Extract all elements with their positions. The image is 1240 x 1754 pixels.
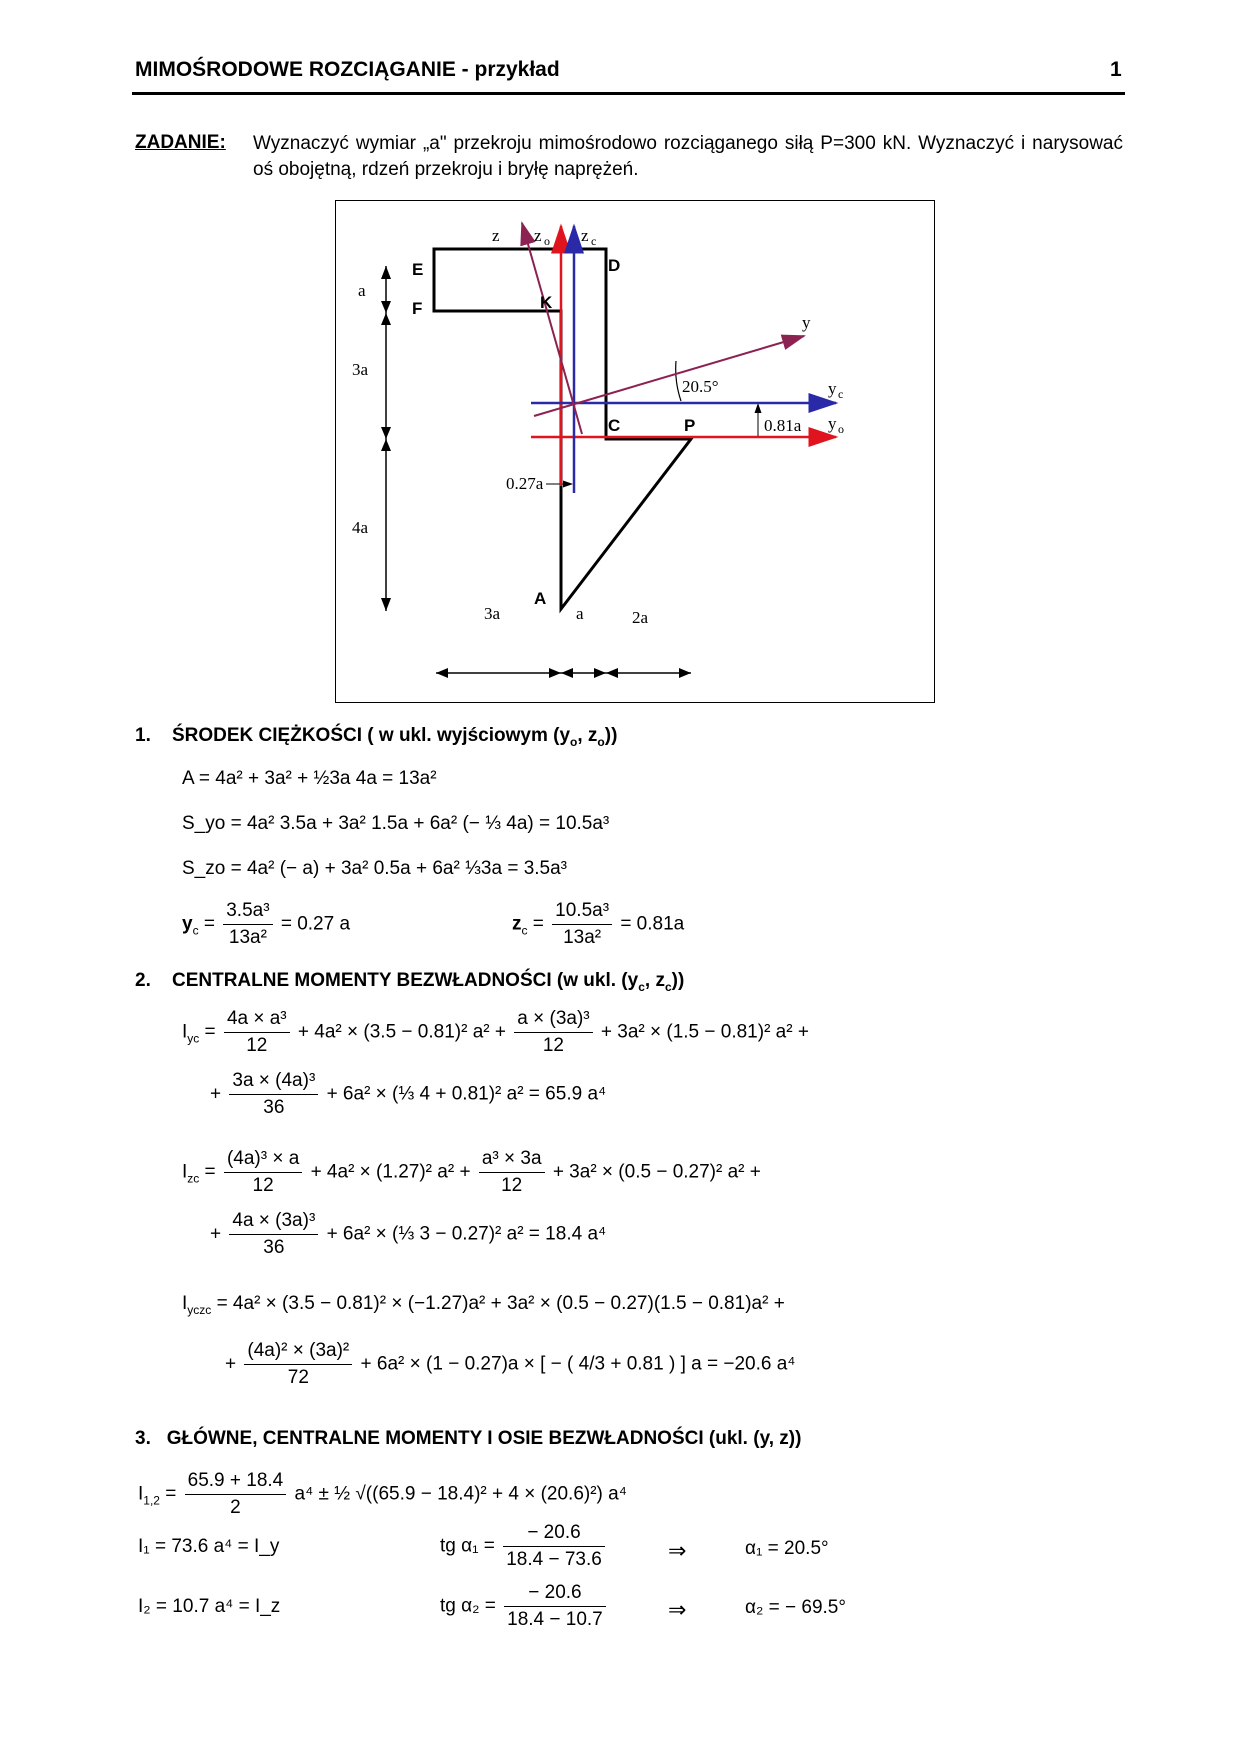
- task-text: Wyznaczyć wymiar „a" przekroju mimośrodowo rozciąganego siłą P=300 kN. Wyznaczyć i narysować oś obojętną, rdzeń przekroju i bryłę naprężeń.: [253, 133, 1123, 180]
- point-K: K: [540, 293, 553, 312]
- dim-bottom-a: a: [576, 604, 584, 623]
- angle-label: 20.5°: [682, 377, 719, 396]
- eq-alpha2: α₂ = − 69.5°: [745, 1597, 846, 1618]
- dim-4a: 4a: [352, 518, 369, 537]
- eq-tg2: tg α₂ = $\frac{- 20.6}{18.4 - 10.7}$: [440, 1582, 609, 1631]
- svg-text:c: c: [838, 387, 844, 401]
- page-number: 1: [1110, 58, 1122, 81]
- eq-alpha1: α₁ = 20.5°: [745, 1538, 829, 1559]
- section-2-title: 2. CENTRALNE MOMENTY BEZWŁADNOŚCI (w ukl. ($y_c$, $z_c$)): [135, 970, 685, 994]
- eq-Iyczc-line2: + $\frac{\text{(4a)² × (3a)²}}{72}$ + 6a² × (1 − 0.27)a × [ − ( 4/3 + 0.81 ) ] a = −20.6 a⁴: [225, 1340, 796, 1388]
- eq-Izc-line1: $I_{zc}$ = $\frac{\text{(4a)³ × a}}{12}$ + 4a² × (1.27)² a² + $\frac{\text{a³ × 3a}}{12}$ + 3a² × (0.5 − 0.27)² a² +: [182, 1148, 761, 1196]
- eq-I12: $I_{1,2}$ = $\frac{65.9 + 18.4}{2}$ a⁴ ± ½ √((65.9 − 18.4)² + 4 × (20.6)²) a⁴: [138, 1470, 627, 1518]
- label-y: y: [802, 313, 811, 332]
- eq-I2: I₂ = 10.7 a⁴ = I_z: [138, 1596, 281, 1617]
- eq-Szo: S_zo = 4a² (− a) + 3a² 0.5a + 6a² ⅓3a = 3.5a³: [182, 858, 568, 879]
- svg-text:o: o: [838, 422, 844, 436]
- label-z: z: [492, 226, 500, 245]
- eq-area: A = 4a² + 3a² + ½3a 4a = 13a²: [182, 768, 437, 789]
- point-F: F: [412, 299, 423, 318]
- point-P: P: [684, 416, 696, 435]
- task-label: ZADANIE:: [135, 132, 226, 153]
- label-yo: y: [828, 414, 837, 433]
- label-zc: z: [581, 226, 589, 245]
- figure-svg: [336, 201, 936, 704]
- arrow-1: ⇒: [668, 1538, 687, 1563]
- point-D: D: [608, 256, 621, 275]
- eq-yc: $y_c$ = $\frac{\text{3.5a³}}{\text{13a²}}$ = 0.27 a: [182, 900, 351, 948]
- eq-Izc-line2: + $\frac{\text{4a × (3a)³}}{36}$ + 6a² × (⅓ 3 − 0.27)² a² = 18.4 a⁴: [210, 1210, 607, 1258]
- svg-text:c: c: [591, 234, 597, 248]
- dim-081a: 0.81a: [764, 416, 802, 435]
- dim-arrow-top: [381, 266, 391, 279]
- eq-Syo: S_yo = 4a² 3.5a + 3a² 1.5a + 6a² (− ⅓ 4a) = 10.5a³: [182, 813, 610, 834]
- point-E: E: [412, 260, 424, 279]
- dim-3a: 3a: [352, 360, 369, 379]
- eq-zc: $z_c$ = $\frac{\text{10.5a³}}{\text{13a²}}$ = 0.81a: [512, 900, 685, 948]
- eq-tg1: tg α₁ = $\frac{- 20.6}{18.4 - 73.6}$: [440, 1522, 608, 1571]
- label-zo: z: [534, 226, 542, 245]
- header-rule: [132, 92, 1125, 95]
- eq-Iyc-line1: $I_{yc}$ = $\frac{\text{4a × a³}}{12}$ + 4a² × (3.5 − 0.81)² a² + $\frac{\text{a × (3a)³}}{12}$ + 3a² × (1.5 − 0.81)² a² +: [182, 1008, 809, 1056]
- point-C: C: [608, 416, 621, 435]
- dim-027a: 0.27a: [506, 474, 544, 493]
- point-A: A: [534, 589, 547, 608]
- page-title: MIMOŚRODOWE ROZCIĄGANIE - przykład: [135, 58, 560, 81]
- angle-arc: [676, 361, 681, 401]
- section-outline: [434, 249, 691, 609]
- label-yc: y: [828, 379, 837, 398]
- svg-text:o: o: [544, 234, 550, 248]
- section-1-title: 1. ŚRODEK CIĘŻKOŚCI ( w ukl. wyjściowym ($y_o$, $z_o$)): [135, 725, 618, 749]
- eq-Iyczc-line1: $I_{yczc} = 4a^2 \times (3.5 - 0.81)^2 \times (-1.27)a^2 + 3a^2 \times (0.5 - 0.27)(1.5 - 0.81)a^2$ +: [182, 1293, 785, 1317]
- dim-a-top: a: [358, 281, 366, 300]
- dim-bottom-3a: 3a: [484, 604, 501, 623]
- eq-Iyc-line2: + $\frac{\text{3a × (4a)³}}{36}$ + 6a² × (⅓ 4 + 0.81)² a² = 65.9 a⁴: [210, 1070, 607, 1118]
- arrow-2: ⇒: [668, 1597, 687, 1622]
- section-3-title: 3. GŁÓWNE, CENTRALNE MOMENTY I OSIE BEZWŁADNOŚCI (ukl. (y, z)): [135, 1428, 802, 1449]
- eq-I1: I₁ = 73.6 a⁴ = I_y: [138, 1536, 280, 1557]
- cross-section-figure: [335, 200, 935, 703]
- dim-bottom-2a: 2a: [632, 608, 649, 627]
